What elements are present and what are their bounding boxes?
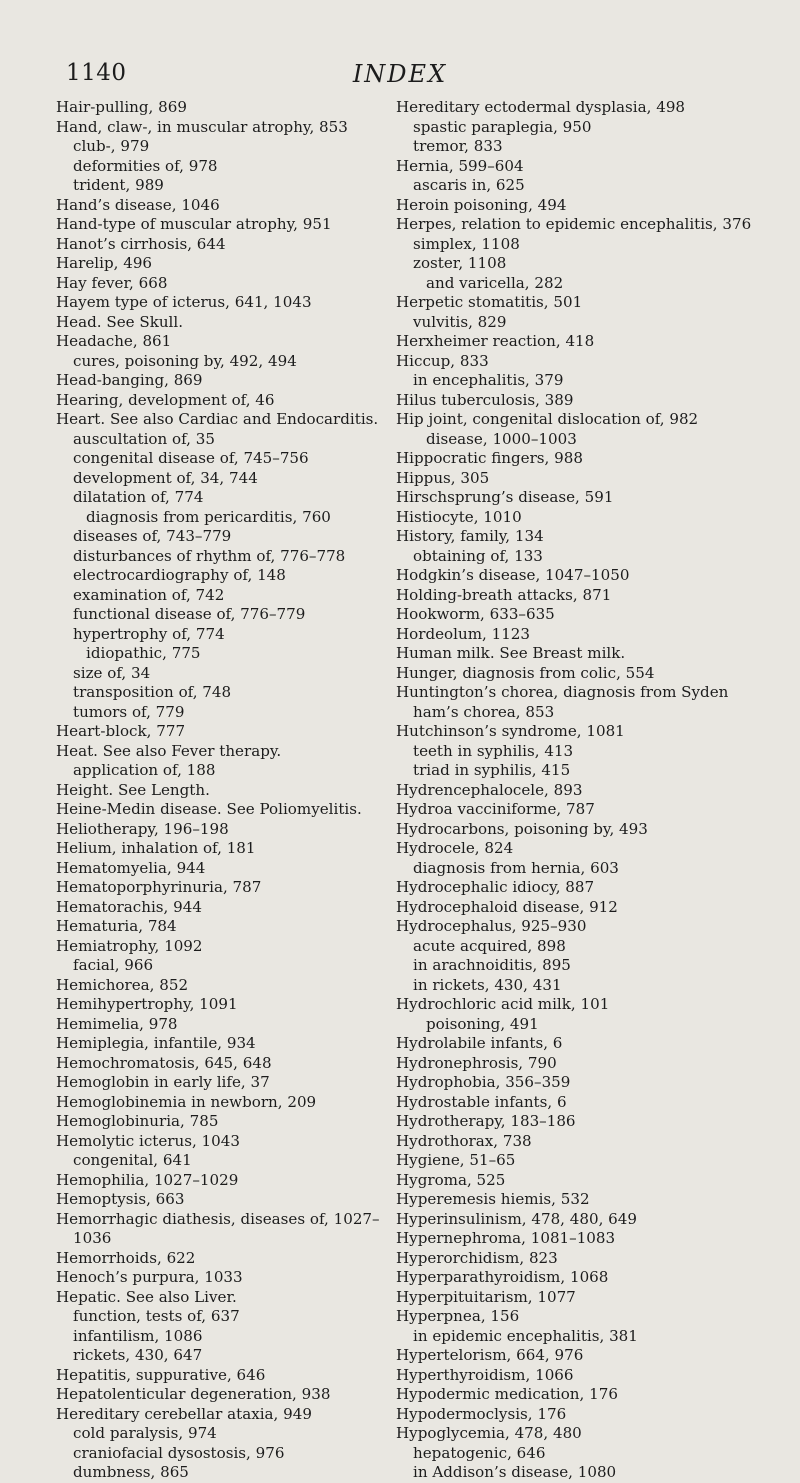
index-entry: Hematomyelia, 944 <box>56 858 206 877</box>
index-entry: Hydrochloric acid milk, 101 <box>396 995 610 1013</box>
index-subentry: deformities of, 978 <box>73 156 218 175</box>
index-subentry: dilatation of, 774 <box>73 488 204 506</box>
index-subentry: diagnosis from hernia, 603 <box>413 858 619 877</box>
index-entry: Hodgkin’s disease, 1047–1050 <box>396 566 630 584</box>
index-entry: Hiccup, 833 <box>396 351 489 370</box>
index-subentry: facial, 966 <box>73 956 154 974</box>
index-entry: Hematuria, 784 <box>56 917 177 935</box>
index-subentry: in rickets, 430, 431 <box>413 975 562 994</box>
index-entry: Hookworm, 633–635 <box>396 605 555 623</box>
index-subentry: ascaris in, 625 <box>413 176 525 194</box>
index-entry: Heart-block, 777 <box>56 722 186 740</box>
index-entry: Hydrophobia, 356–359 <box>396 1073 571 1091</box>
index-subentry: function, tests of, 637 <box>73 1307 240 1325</box>
index-entry: Hydrocephaloid disease, 912 <box>396 897 618 916</box>
index-entry: Hyperorchidism, 823 <box>396 1248 558 1267</box>
index-entry: Hair-pulling, 869 <box>56 98 187 116</box>
index-subentry: development of, 34, 744 <box>73 468 258 487</box>
index-entry: Hypoglycemia, 478, 480 <box>396 1424 582 1442</box>
index-entry: Herpetic stomatitis, 501 <box>396 293 583 311</box>
index-entry: Hemoglobinemia in newborn, 209 <box>56 1092 317 1111</box>
index-subentry: hepatogenic, 646 <box>413 1443 546 1462</box>
index-entry: Hand-type of muscular atrophy, 951 <box>56 215 332 233</box>
index-subentry: infantilism, 1086 <box>73 1326 203 1345</box>
index-entry: Height. See Length. <box>56 780 210 799</box>
index-entry: Hemiplegia, infantile, 934 <box>56 1034 256 1052</box>
index-subentry: congenital, 641 <box>73 1151 192 1169</box>
index-entry: Hydrothorax, 738 <box>396 1131 532 1150</box>
index-entry: Hemophilia, 1027–1029 <box>56 1170 239 1189</box>
index-subentry: in encephalitis, 379 <box>413 371 564 389</box>
index-subentry: 1036 <box>73 1229 112 1247</box>
index-subentry: teeth in syphilis, 413 <box>413 741 574 760</box>
index-entry: Heat. See also Fever therapy. <box>56 741 282 760</box>
index-entry: Hyperthyroidism, 1066 <box>396 1365 574 1384</box>
index-entry: Hypodermic medication, 176 <box>396 1385 618 1403</box>
index-entry: Holding-breath attacks, 871 <box>396 585 612 604</box>
index-subentry: tremor, 833 <box>413 137 503 155</box>
index-subentry: application of, 188 <box>73 761 216 779</box>
index-entry: Hereditary cerebellar ataxia, 949 <box>56 1404 312 1423</box>
index-entry: Hemihypertrophy, 1091 <box>56 995 238 1013</box>
index-subentry: cures, poisoning by, 492, 494 <box>73 351 297 370</box>
index-entry: Hydronephrosis, 790 <box>396 1053 557 1072</box>
index-entry: Hay fever, 668 <box>56 273 168 292</box>
index-entry: Hematorachis, 944 <box>56 897 202 916</box>
index-entry: Heine-Medin disease. See Poliomyelitis. <box>56 800 362 818</box>
index-entry: Head. See Skull. <box>56 312 184 331</box>
index-entry: Hemiatrophy, 1092 <box>56 936 203 955</box>
index-entry: Hydrocephalic idiocy, 887 <box>396 878 595 896</box>
index-subentry: club-, 979 <box>73 137 150 155</box>
index-entry: Hyperinsulinism, 478, 480, 649 <box>396 1209 637 1228</box>
index-subentry: congenital disease of, 745–756 <box>73 449 309 467</box>
index-entry: Hypernephroma, 1081–1083 <box>396 1229 616 1247</box>
index-entry: Heliotherapy, 196–198 <box>56 819 229 838</box>
index-entry: Hand, claw-, in muscular atrophy, 853 <box>56 117 348 136</box>
index-entry: Hemorrhagic diathesis, diseases of, 1027– <box>56 1209 380 1228</box>
index-subentry: diseases of, 743–779 <box>73 527 232 545</box>
index-entry: Hunger, diagnosis from colic, 554 <box>396 663 655 682</box>
index-subentry: size of, 34 <box>73 663 151 682</box>
index-subentry: hypertrophy of, 774 <box>73 624 225 643</box>
index-entry: Histiocyte, 1010 <box>396 507 522 526</box>
index-entry: Hemochromatosis, 645, 648 <box>56 1053 272 1072</box>
index-subentry: in epidemic encephalitis, 381 <box>413 1326 638 1345</box>
index-entry: Hygiene, 51–65 <box>396 1151 516 1169</box>
index-entry: Hip joint, congenital dislocation of, 982 <box>396 410 699 428</box>
index-entry: Hydroa vacciniforme, 787 <box>396 800 595 818</box>
index-subentry: cold paralysis, 974 <box>73 1424 217 1442</box>
index-entry: Hemimelia, 978 <box>56 1014 178 1033</box>
page-number: 1140 <box>66 60 127 86</box>
index-entry: Hydrocarbons, poisoning by, 493 <box>396 819 648 838</box>
index-column-left <box>56 98 394 1483</box>
index-entry: Herpes, relation to epidemic encephalitis, 376 <box>396 215 752 233</box>
running-head: INDEX <box>352 60 448 88</box>
index-entry: Headache, 861 <box>56 332 172 350</box>
index-entry: Hydrencephalocele, 893 <box>396 780 583 799</box>
index-entry: Hand’s disease, 1046 <box>56 195 220 214</box>
index-entry: Hypodermoclysis, 176 <box>396 1404 567 1423</box>
index-entry: Hyperemesis hiemis, 532 <box>396 1190 590 1208</box>
index-entry: Hygroma, 525 <box>396 1170 506 1189</box>
index-subentry: functional disease of, 776–779 <box>73 605 306 623</box>
index-entry: Hematoporphyrinuria, 787 <box>56 878 262 896</box>
index-entry: Hyperparathyroidism, 1068 <box>396 1268 609 1286</box>
index-entry: Hyperpituitarism, 1077 <box>396 1287 576 1306</box>
index-subentry: electrocardiography of, 148 <box>73 566 286 584</box>
index-subentry: in arachnoiditis, 895 <box>413 956 571 974</box>
index-subentry: vulvitis, 829 <box>413 312 507 331</box>
index-entry: Hydrocephalus, 925–930 <box>396 917 587 935</box>
index-entry: Hypertelorism, 664, 976 <box>396 1346 584 1364</box>
index-entry: Hydrocele, 824 <box>396 839 514 857</box>
index-subentry: auscultation of, 35 <box>73 429 215 448</box>
index-subentry: in Addison’s disease, 1080 <box>413 1463 617 1481</box>
index-entry: Hayem type of icterus, 641, 1043 <box>56 293 312 311</box>
index-entry: Hippocratic fingers, 988 <box>396 449 583 467</box>
index-entry: Hernia, 599–604 <box>396 156 524 175</box>
index-entry: History, family, 134 <box>396 527 544 545</box>
index-entry: Hepatitis, suppurative, 646 <box>56 1365 266 1384</box>
index-entry: Hyperpnea, 156 <box>396 1307 520 1325</box>
index-subentry: transposition of, 748 <box>73 683 232 701</box>
index-subentry: tumors of, 779 <box>73 702 185 721</box>
index-subentry: idiopathic, 775 <box>86 644 201 662</box>
index-entry: Hydrolabile infants, 6 <box>396 1034 563 1052</box>
index-entry: Hepatic. See also Liver. <box>56 1287 237 1306</box>
index-subentry: obtaining of, 133 <box>413 546 543 565</box>
index-subentry: triad in syphilis, 415 <box>413 761 571 779</box>
index-entry: Head-banging, 869 <box>56 371 203 389</box>
index-subentry: acute acquired, 898 <box>413 936 566 955</box>
index-entry: Hemorrhoids, 622 <box>56 1248 196 1267</box>
index-subentry: spastic paraplegia, 950 <box>413 117 592 136</box>
index-subentry: disturbances of rhythm of, 776–778 <box>73 546 346 565</box>
index-subentry: dumbness, 865 <box>73 1463 189 1481</box>
index-entry: Heart. See also Cardiac and Endocarditis. <box>56 410 379 428</box>
index-entry: Herxheimer reaction, 418 <box>396 332 595 350</box>
index-entry: Human milk. See Breast milk. <box>396 644 626 662</box>
index-entry: Hemichorea, 852 <box>56 975 189 994</box>
index-subentry: poisoning, 491 <box>426 1014 539 1033</box>
page-header <box>0 60 800 94</box>
index-subentry: and varicella, 282 <box>426 273 564 292</box>
index-entry: Hearing, development of, 46 <box>56 390 275 409</box>
index-entry: Hemoptysis, 663 <box>56 1190 185 1208</box>
index-entry: Hutchinson’s syndrome, 1081 <box>396 722 625 740</box>
index-entry: Hanot’s cirrhosis, 644 <box>56 234 226 253</box>
index-entry: Hemoglobinuria, 785 <box>56 1112 219 1130</box>
index-entry: Huntington’s chorea, diagnosis from Syden <box>396 683 729 701</box>
index-subentry: disease, 1000–1003 <box>426 429 577 448</box>
index-entry: Helium, inhalation of, 181 <box>56 839 256 857</box>
index-entry: Hordeolum, 1123 <box>396 624 531 643</box>
index-entry: Hereditary ectodermal dysplasia, 498 <box>396 98 686 116</box>
index-entry: Hirschsprung’s disease, 591 <box>396 488 614 506</box>
index-entry: Hippus, 305 <box>396 468 490 487</box>
index-column-right <box>396 98 791 1483</box>
index-subentry: trident, 989 <box>73 176 164 194</box>
index-subentry: rickets, 430, 647 <box>73 1346 203 1364</box>
index-subentry: craniofacial dysostosis, 976 <box>73 1443 285 1462</box>
index-entry: Hilus tuberculosis, 389 <box>396 390 574 409</box>
index-subentry: simplex, 1108 <box>413 234 520 253</box>
index-subentry: zoster, 1108 <box>413 254 507 272</box>
index-entry: Hemoglobin in early life, 37 <box>56 1073 270 1091</box>
index-subentry: diagnosis from pericarditis, 760 <box>86 507 331 526</box>
index-entry: Harelip, 496 <box>56 254 153 272</box>
index-subentry: ham’s chorea, 853 <box>413 702 555 721</box>
index-entry: Henoch’s purpura, 1033 <box>56 1268 243 1286</box>
index-entry: Hemolytic icterus, 1043 <box>56 1131 240 1150</box>
index-subentry: examination of, 742 <box>73 585 225 604</box>
index-entry: Hepatolenticular degeneration, 938 <box>56 1385 331 1403</box>
index-entry: Hydrotherapy, 183–186 <box>396 1112 576 1130</box>
index-entry: Heroin poisoning, 494 <box>396 195 567 214</box>
index-entry: Hydrostable infants, 6 <box>396 1092 567 1111</box>
